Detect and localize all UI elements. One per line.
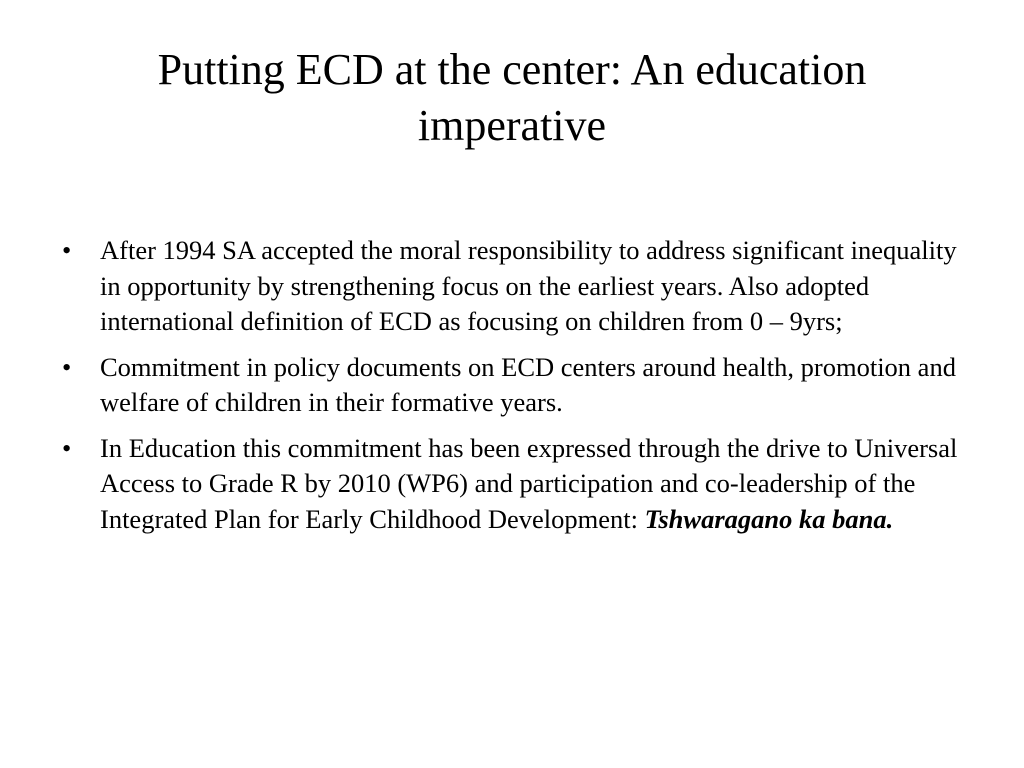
bullet-item-2 (60, 350, 970, 421)
bullet-marker-2: • (62, 351, 72, 382)
bullet-emphasis-3: Tshwaragano ka bana. (644, 503, 894, 534)
bullet-marker-1: • (62, 235, 72, 265)
bullet-text-1: After 1994 SA accepted the moral responsibility to address significant inequality in opportunity by strengthening focus on the earliest years. Also adopted international definition of ECD as focusing on children from 0 – 9yrs; (100, 235, 957, 336)
bullet-item-3 (60, 431, 970, 538)
bullet-item-1 (60, 233, 970, 340)
bullet-list (60, 233, 970, 547)
slide-title: Putting ECD at the center: An education imperative (157, 45, 867, 150)
bullet-marker-3: • (62, 432, 72, 463)
bullet-text-2: Commitment in policy documents on ECD centers around health, promotion and welfare of children in their formative years. (100, 351, 956, 417)
bullet-text-3: In Education this commitment has been expressed through the drive to Universal Access to Grade R by 2010 (WP6) and participation and co-leadership of the Integrated Plan for Early Childhood Development: (100, 432, 958, 534)
